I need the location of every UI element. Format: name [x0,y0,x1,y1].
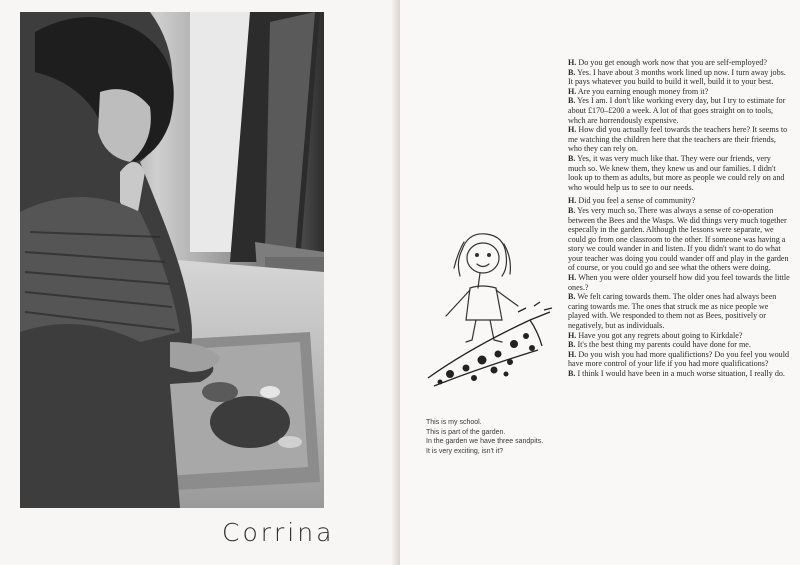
interview-paragraph [568,154,790,192]
interview-paragraph [568,292,790,330]
speaker-label: B. [568,340,576,350]
caption-line: This is part of the garden. [426,428,506,436]
caption-line: This is my school. [426,419,482,426]
caption-line: In the garden we have three sandpits. [426,438,544,445]
interview-paragraph [568,331,790,341]
child-drawing [410,228,562,408]
paragraph-text: Do you wish you had more qualifictions? Do you feel you would have more control of your life if you had more qualifications? [568,349,789,369]
speaker-label: H. [568,330,577,340]
interview-paragraph [568,350,790,369]
paragraph-text: Have you got any regrets about going to Kirkdale? [578,330,743,340]
speaker-label: H. [568,58,577,67]
child-painting-photo [20,12,324,508]
speaker-label: B. [568,369,576,378]
speaker-label: H. [568,125,577,135]
paragraph-text: When you were older yourself how did you feel towards the little ones.? [568,273,790,292]
interview-paragraph [568,58,790,68]
paragraph-text: Are you earning enough money from it? [577,86,709,96]
paragraph-text: Do you get enough work now that you are self-employed? [578,58,767,67]
caption-line: It is very exciting, isn't it? [426,447,504,455]
interview-paragraph [568,87,790,97]
speaker-label: B. [568,96,576,106]
paragraph-text: Yes I am. I don't like working every day, but I try to estimate for about £170–£200 a week. A lot of that goes straight on to tools, whch are horrendously expensive. [568,96,786,125]
handwritten-name: Corrina [222,518,335,547]
paragraph-text: We felt caring towards them. The older ones had always been caring towards me. The ones that struck me as nice people we played with. We responded to them not as Bees, positively or negatively, but as individuals. [568,292,777,331]
paragraph-text: Did you feel a sense of community? [578,196,696,206]
interview-paragraph [568,196,790,206]
speaker-label: H. [568,349,577,359]
paragraph-text: How did you actually feel towards the teachers here? It seems to me watching the children here that the teachers are their friends, who they can rely on. [568,125,788,154]
speaker-label: H. [568,86,577,96]
interview-paragraph [568,273,790,292]
left-page [0,0,398,565]
speaker-label: H. [568,273,577,283]
paragraph-text: It's the best thing my parents could have done for me. [577,340,751,350]
speaker-label: B. [568,153,576,163]
paragraph-text: I think I would have been in a much worse situation, I really do. [577,369,785,378]
speaker-label: H. [568,196,577,206]
interview-paragraph [568,340,790,350]
paragraph-text: Yes. I have about 3 months work lined up now. I turn away jobs. It pays whatever you build to build it well, build it to your best. [568,67,786,87]
speaker-label: B. [568,205,576,215]
paragraph-text: Yes, it was very much like that. They were our friends, very much so. We knew them, they knew us and our families. I didn't look up to them as adults, but more as people we could rely on and who would help us to see to our needs. [568,153,785,192]
speaker-label: B. [568,292,576,302]
interview-text [568,58,790,379]
interview-paragraph [568,68,790,87]
interview-paragraph [568,96,790,125]
drawing-caption [426,418,576,456]
interview-paragraph [568,125,790,154]
interview-paragraph [568,369,790,379]
paragraph-text: Yes very much so. There was always a sense of co-operation between the Bees and the Wasps. We did things very much together especally in the garden. Although the lessons were separate, we could go from one classroom to the other. If someone was having a story we could wander in and listen. If you didn't want to do what your teacher was doing you could wander off and play in the garden of course, or you could go and see what the others were doing. [568,205,789,273]
interview-paragraph [568,206,790,273]
speaker-label: B. [568,67,576,77]
